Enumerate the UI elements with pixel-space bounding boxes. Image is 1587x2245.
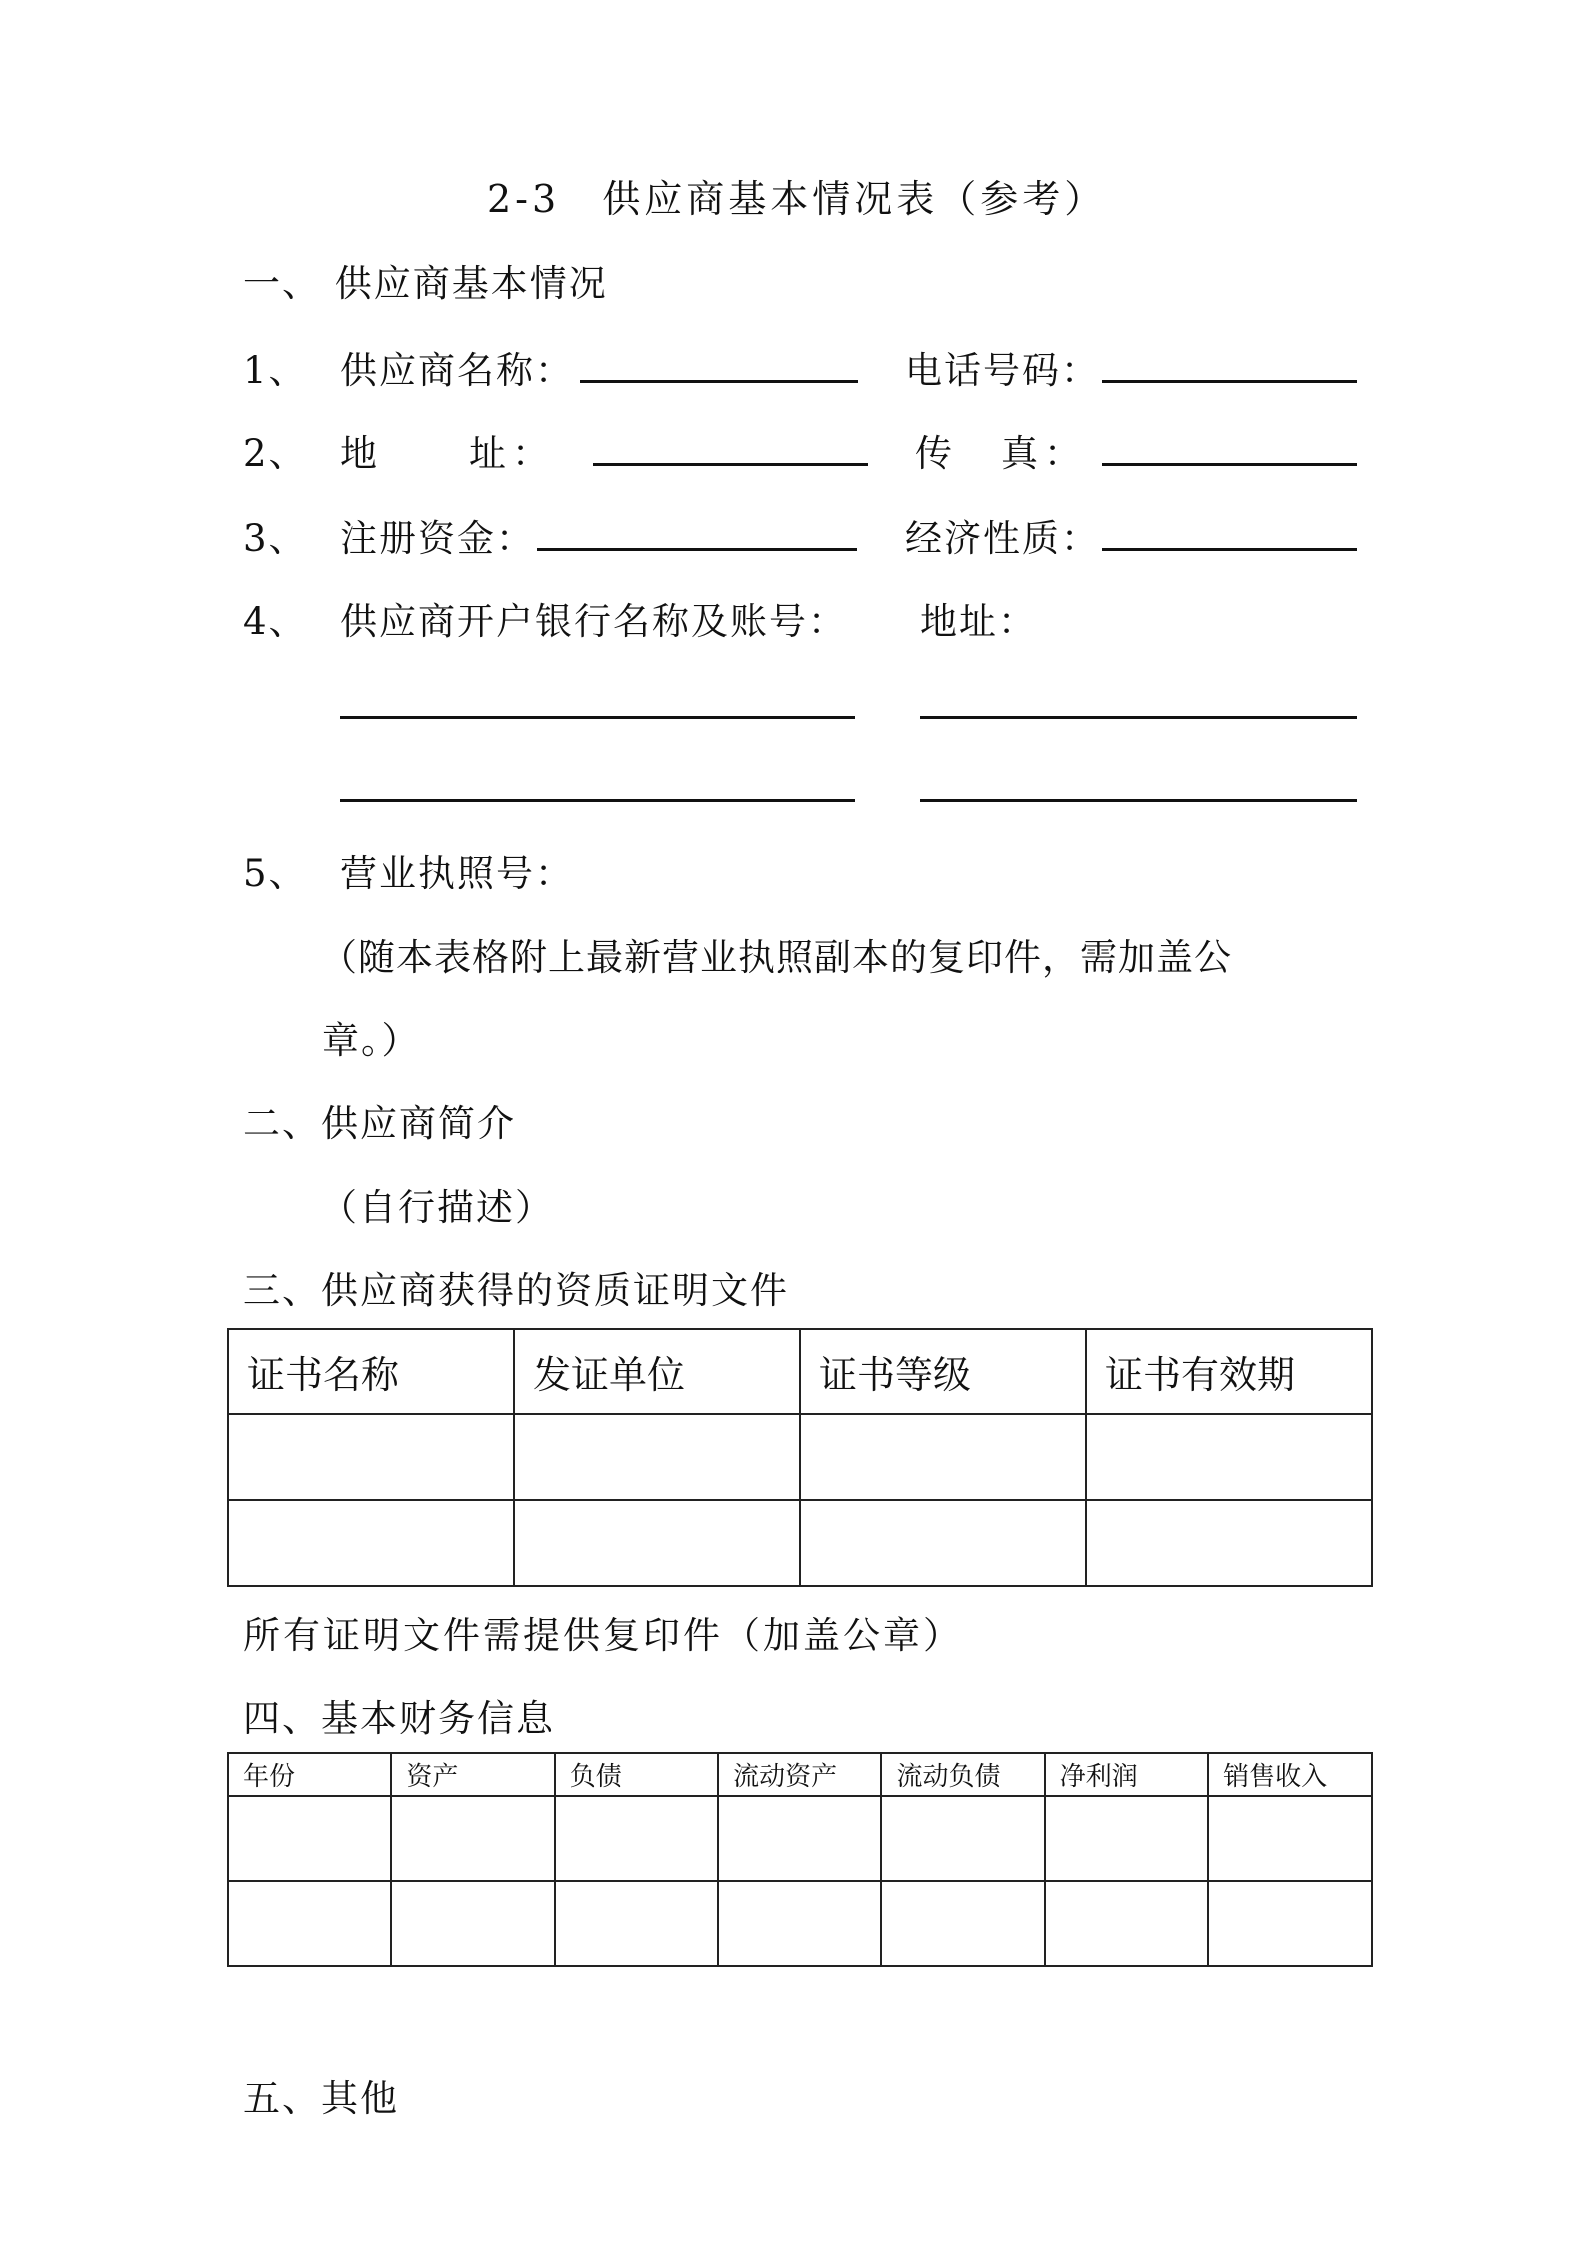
page-title: 2-3 供应商基本情况表（参考） [487,177,1107,221]
col-cert-validity: 证书有效期 [1086,1329,1372,1414]
table-cell[interactable] [1208,1881,1372,1966]
table-cell[interactable] [800,1500,1086,1586]
bank-account-field-1[interactable] [340,716,855,719]
supplier-name-label: 供应商名称： [340,349,574,392]
bank-address-label: 地址： [920,600,1037,643]
financial-table [227,1752,1373,1967]
table-cell[interactable] [718,1796,881,1881]
table-cell[interactable] [881,1796,1044,1881]
table-cell[interactable] [1045,1796,1208,1881]
bank-address-field-1[interactable] [920,716,1357,719]
bank-address-field-2[interactable] [920,799,1357,802]
col-assets: 资产 [391,1753,554,1796]
section3-heading: 三、供应商获得的资质证明文件 [243,1269,789,1312]
supplier-name-field[interactable] [580,380,858,383]
table-cell[interactable] [1086,1414,1372,1500]
item4-number: 4、 [243,600,308,643]
registered-capital-label: 注册资金： [340,517,535,560]
col-cert-level: 证书等级 [800,1329,1086,1414]
financial-header-row [228,1753,1372,1796]
phone-label: 电话号码： [905,349,1100,392]
certificates-header-row [228,1329,1372,1414]
license-note-line1: （随本表格附上最新营业执照副本的复印件，需加盖公 [320,936,1232,979]
table-cell[interactable] [228,1796,391,1881]
item3-number: 3、 [243,517,308,560]
section1-heading: 一、 供应商基本情况 [243,262,608,305]
table-cell[interactable] [1045,1881,1208,1966]
fax-label: 传 真： [915,432,1087,475]
item5-number: 5、 [243,852,308,895]
certificates-footnote: 所有证明文件需提供复印件（加盖公章） [243,1614,963,1657]
fax-field[interactable] [1102,463,1357,466]
table-cell[interactable] [228,1414,514,1500]
economic-nature-label: 经济性质： [905,517,1100,560]
table-row [228,1500,1372,1586]
phone-field[interactable] [1102,380,1357,383]
registered-capital-field[interactable] [537,548,857,551]
table-cell[interactable] [1208,1796,1372,1881]
section2-note: （自行描述） [320,1186,554,1229]
table-cell[interactable] [391,1881,554,1966]
item1-number: 1、 [243,349,308,392]
col-cert-name: 证书名称 [228,1329,514,1414]
license-note-line2: 章。） [322,1019,421,1062]
col-year: 年份 [228,1753,391,1796]
col-sales-revenue: 销售收入 [1208,1753,1372,1796]
section4-heading: 四、基本财务信息 [243,1697,555,1740]
bank-account-field-2[interactable] [340,799,855,802]
table-cell[interactable] [555,1881,718,1966]
address-field[interactable] [593,463,868,466]
economic-nature-field[interactable] [1102,548,1357,551]
table-row [228,1414,1372,1500]
col-net-profit: 净利润 [1045,1753,1208,1796]
table-cell[interactable] [555,1796,718,1881]
bank-account-label: 供应商开户银行名称及账号： [340,600,847,643]
table-row [228,1796,1372,1881]
table-row [228,1881,1372,1966]
table-cell[interactable] [514,1414,800,1500]
col-issuer: 发证单位 [514,1329,800,1414]
table-cell[interactable] [881,1881,1044,1966]
address-label: 地 址： [340,432,555,475]
table-cell[interactable] [228,1500,514,1586]
col-current-liabilities: 流动负债 [881,1753,1044,1796]
section2-heading: 二、供应商简介 [243,1102,516,1145]
business-license-label: 营业执照号： [340,852,574,895]
item2-number: 2、 [243,432,308,475]
col-liabilities: 负债 [555,1753,718,1796]
table-cell[interactable] [718,1881,881,1966]
col-current-assets: 流动资产 [718,1753,881,1796]
table-cell[interactable] [391,1796,554,1881]
table-cell[interactable] [514,1500,800,1586]
section5-heading: 五、其他 [243,2077,399,2120]
table-cell[interactable] [800,1414,1086,1500]
table-cell[interactable] [1086,1500,1372,1586]
certificates-table [227,1328,1373,1587]
table-cell[interactable] [228,1881,391,1966]
